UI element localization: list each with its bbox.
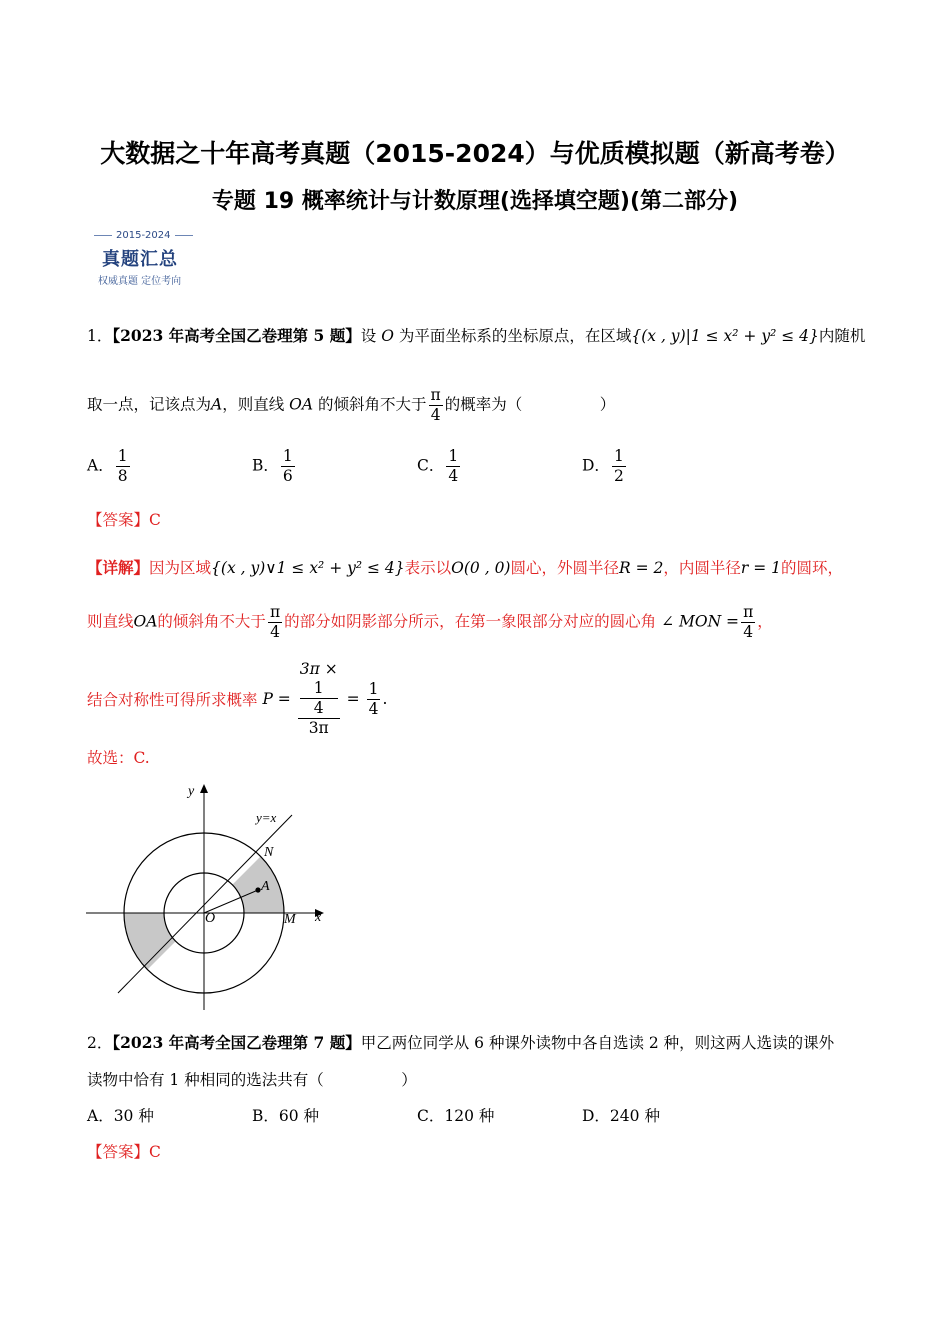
- page-subtitle: 专题 19 概率统计与计数原理(选择填空题)(第二部分): [211, 189, 739, 214]
- annulus-diagram: [86, 778, 336, 1018]
- detail-region: {(x , y)∨1 ≤ x² + y² ≤ 4}: [211, 559, 405, 577]
- q1-detail-line3: 结合对称性可得所求概率 P = 3π × 1 4 3π = $\frac{1}{4}$ .: [87, 660, 388, 737]
- label-x: x: [315, 910, 322, 925]
- q1-source: 【2023 年高考全国乙卷理第 5 题】: [112, 326, 361, 345]
- badge-years: 2015-2024: [90, 230, 196, 241]
- q2-text: 甲乙两位同学从 6 种课外读物中各自选读 2 种，则这两人选读的课外: [360, 1034, 835, 1052]
- y-axis-arrow-icon: [200, 784, 208, 793]
- section-badge: [90, 228, 200, 290]
- q1-text: 为平面坐标系的坐标原点，在区域: [398, 327, 632, 345]
- q2-option-a[interactable]: A．30 种: [87, 1107, 154, 1125]
- q1-text: ，则直线: [222, 395, 285, 414]
- q1-number: 1．: [87, 327, 113, 345]
- annulus-figure: [86, 778, 336, 1018]
- q1-conclusion: 故选：C.: [87, 749, 150, 767]
- q1-text: 的概率为（ ）: [444, 395, 616, 414]
- q2-number: 2．: [87, 1034, 113, 1052]
- shaded-region-q1: [232, 856, 284, 913]
- page-title: 大数据之十年高考真题（2015-2024）与优质模拟题（新高考卷）: [100, 139, 850, 168]
- q1-var-o: O: [381, 327, 394, 345]
- q2-stem-line1: [87, 1031, 834, 1053]
- q1-option-d[interactable]: D． $\frac{1}{2}$: [582, 447, 624, 485]
- angle-mon: ∠ MON =: [661, 612, 740, 631]
- q2-answer: 【答案】C: [87, 1143, 161, 1161]
- detail-label: 【详解】: [87, 558, 150, 577]
- q2-option-b[interactable]: B．60 种: [252, 1107, 320, 1125]
- label-yx: y=x: [256, 810, 277, 825]
- label-a: A: [261, 879, 270, 894]
- q1-text: 内随机: [818, 327, 866, 345]
- q1-answer: 【答案】C: [87, 511, 161, 529]
- badge-subtitle: 权威真题 定位考向: [98, 276, 182, 287]
- q2-source: 【2023 年高考全国乙卷理第 7 题】: [112, 1033, 361, 1052]
- q1-var-a: A: [211, 395, 223, 414]
- q1-option-b[interactable]: B． $\frac{1}{6}$: [252, 447, 293, 485]
- q1-detail-line1: 【详解】因为区域{(x , y)∨1 ≤ x² + y² ≤ 4}表示以O(0 , 0)圆心，外圆半径R = 2，内圆半径r = 1的圆环，: [87, 558, 844, 577]
- q2-stem-line2: 读物中恰有 1 种相同的选法共有（ ）: [87, 1071, 417, 1089]
- q1-option-c[interactable]: C． $\frac{1}{4}$: [417, 447, 459, 485]
- q2-option-d[interactable]: D．240 种: [582, 1107, 660, 1125]
- q1-text: 取一点，记该点为: [87, 395, 212, 414]
- probability-fraction: 3π × 1 4 3π: [299, 660, 338, 737]
- q1-stem-line2: [87, 386, 615, 425]
- q1-region: {(x , y)|1 ≤ x² + y² ≤ 4}: [631, 327, 819, 345]
- label-o: O: [205, 911, 216, 926]
- badge-title: 真题汇总: [102, 249, 178, 270]
- q1-detail-line2: 则直线OA的倾斜角不大于 $\frac{\pi}{4}$ 的部分如阴影部分所示，在第一象限部分对应的圆心角 ∠ MON = $\frac{\pi}{4}$ ，: [87, 603, 773, 641]
- q1-text: 设: [360, 327, 377, 345]
- point-a: [255, 887, 260, 892]
- q1-option-a[interactable]: A． $\frac{1}{8}$: [87, 447, 128, 485]
- q1-var-oa: OA: [289, 395, 314, 414]
- fraction-pi-over-4: $\frac{\pi}{4}$: [430, 386, 441, 424]
- label-y: y: [188, 784, 195, 799]
- label-m: M: [284, 912, 296, 927]
- q1-text: 的倾斜角不大于: [318, 395, 427, 414]
- label-n: N: [264, 845, 274, 860]
- q1-stem-line1: [87, 324, 865, 346]
- q2-option-c[interactable]: C．120 种: [417, 1107, 495, 1125]
